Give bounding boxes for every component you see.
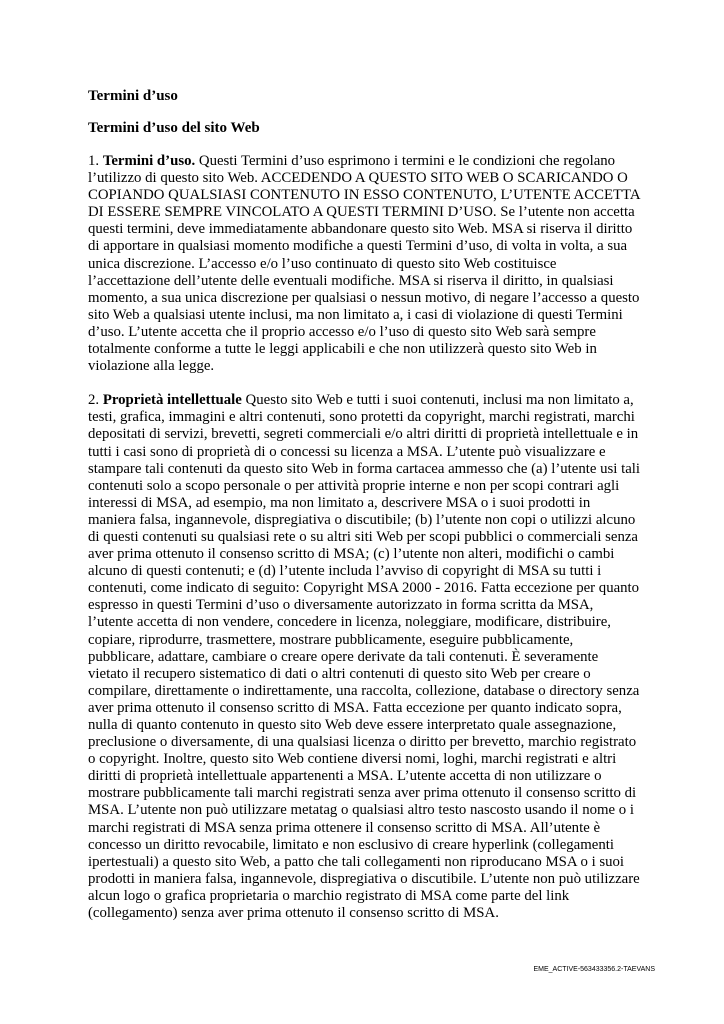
section-number: 1. — [88, 153, 100, 169]
document-title: Termini d’uso — [88, 88, 178, 104]
document-subtitle: Termini d’uso del sito Web — [88, 120, 260, 136]
section-heading: Proprietà intellettuale — [102, 392, 242, 409]
section-text: Questo sito Web e tutti i suoi contenuti, inclusi ma non limitato a, testi, grafica, immagini e altri contenuti, sono protetti da copyright, marchi registrati, marchi depositati di servizi, brevetti, segreti commerciali e/o altri diritti di proprietà intellettuale e in tutti i casi sono di proprietà di o concessi su licenza a MSA. L’utente può visualizzare e stampare tali contenuti da questo sito Web in forma cartacea ammesso che (a) l’utente usi tali contenuti solo a scopo personale o per attività proprie interne e non per scopi contrari agli interessi di MSA, ad esempio, ma non limitato a, descrivere MSA o i suoi prodotti in maniera falsa, ingannevole, dispregiativa o discutibile; (b) l’utente non copi o utilizzi alcuno di questi contenuti su qualsiasi rete o su altri siti Web per scopi pubblici o commerciali senza aver prima ottenuto il consenso scritto di MSA; (c) l’utente non alteri, modifichi o cambi alcuno di questi contenuti; e (d) l’utente includa l’avviso di copyright di MSA su tutti i contenuti, come indicato di seguito: Copyright MSA 2000 - 2016. Fatta eccezione per quanto espresso in questi Termini d’uso o diversamente autorizzato in forma scritta da MSA, l’utente accetta di non vendere, concedere in licenza, noleggiare, modificare, distribuire, copiare, riprodurre, trasmettere, mostrare pubblicamente, eseguire pubblicamente, pubblicare, adattare, cambiare o creare opere derivate da tali contenuti. È severamente vietato il recupero sistematico di dati o altri contenuti di questo sito Web per creare o compilare, direttamente o indirettamente, una raccolta, collezione, database o directory senza aver prima ottenuto il consenso scritto di MSA. Fatta eccezione per quanto indicato sopra, nulla di quanto contenuto in questo sito Web deve essere interpretato quale assegnazione, preclusione o diversamente, di una qualsiasi licenza o diritto per brevetto, marchio registrato o copyright. Inoltre, questo sito Web contiene diversi nomi, loghi, marchi registrati e altri diritti di proprietà intellettuale appartenenti a MSA. L’utente accetta di non utilizzare o mostrare pubblicamente tali marchi registrati senza aver prima ottenuto il consenso scritto di MSA. L’utente non può utilizzare metatag o qualsiasi altro testo nascosto usando il nome o i marchi registrati di MSA senza prima ottenere il consenso scritto di MSA. All’utente è concesso un diritto revocabile, limitato e non esclusivo di creare hyperlink (collegamenti ipertestuali) a questo sito Web, a patto che tali collegamenti non riproducano MSA o i suoi prodotti in maniera falsa, ingannevole, dispregiativa o discutibile. L’utente non può utilizzare alcun logo o grafica proprietaria o marchio registrato di MSA come parte del link (collegamento) senza aver prima ottenuto il consenso scritto di MSA. — [88, 392, 640, 922]
section-number: 2. — [88, 392, 100, 409]
section-intellectual-property — [88, 392, 640, 922]
section-terms-of-use — [88, 153, 640, 375]
section-heading: Termini d’uso. — [102, 153, 196, 169]
document-body — [88, 87, 640, 922]
section-text: Questi Termini d’uso esprimono i termini e le condizioni che regolano l’utilizzo di questo sito Web. ACCEDENDO A QUESTO SITO WEB O SCARICANDO O COPIANDO QUALSIASI CONTENUTO IN ESSO CONTENUTO, L’UTENTE ACCETTA DI ESSERE SEMPRE VINCOLATO A QUESTI TERMINI D’USO. Se l’utente non accetta questi termini, deve immediatamente abbandonare questo sito Web. MSA si riserva il diritto di apportare in qualsiasi momento modifiche a questi Termini d’uso, di volta in volta, a sua unica discrezione. L’accesso e/o l’uso continuato di questo sito Web costituisce l’accettazione dell’utente delle eventuali modifiche. MSA si riserva il diritto, in qualsiasi momento, a sua unica discrezione per qualsiasi o nessun motivo, di negare l’accesso a questo sito Web a qualsiasi utente inclusi, ma non limitato a, i casi di violazione di questi Termini d’uso. L’utente accetta che il proprio accesso e/o l’uso di questo sito Web sarà sempre totalmente conforme a tutte le leggi applicabili e che non utilizzerà questo sito Web in violazione alla legge. — [88, 153, 640, 375]
document-footer-code: EME_ACTIVE-563433356.2-TAEVANS — [533, 966, 655, 973]
